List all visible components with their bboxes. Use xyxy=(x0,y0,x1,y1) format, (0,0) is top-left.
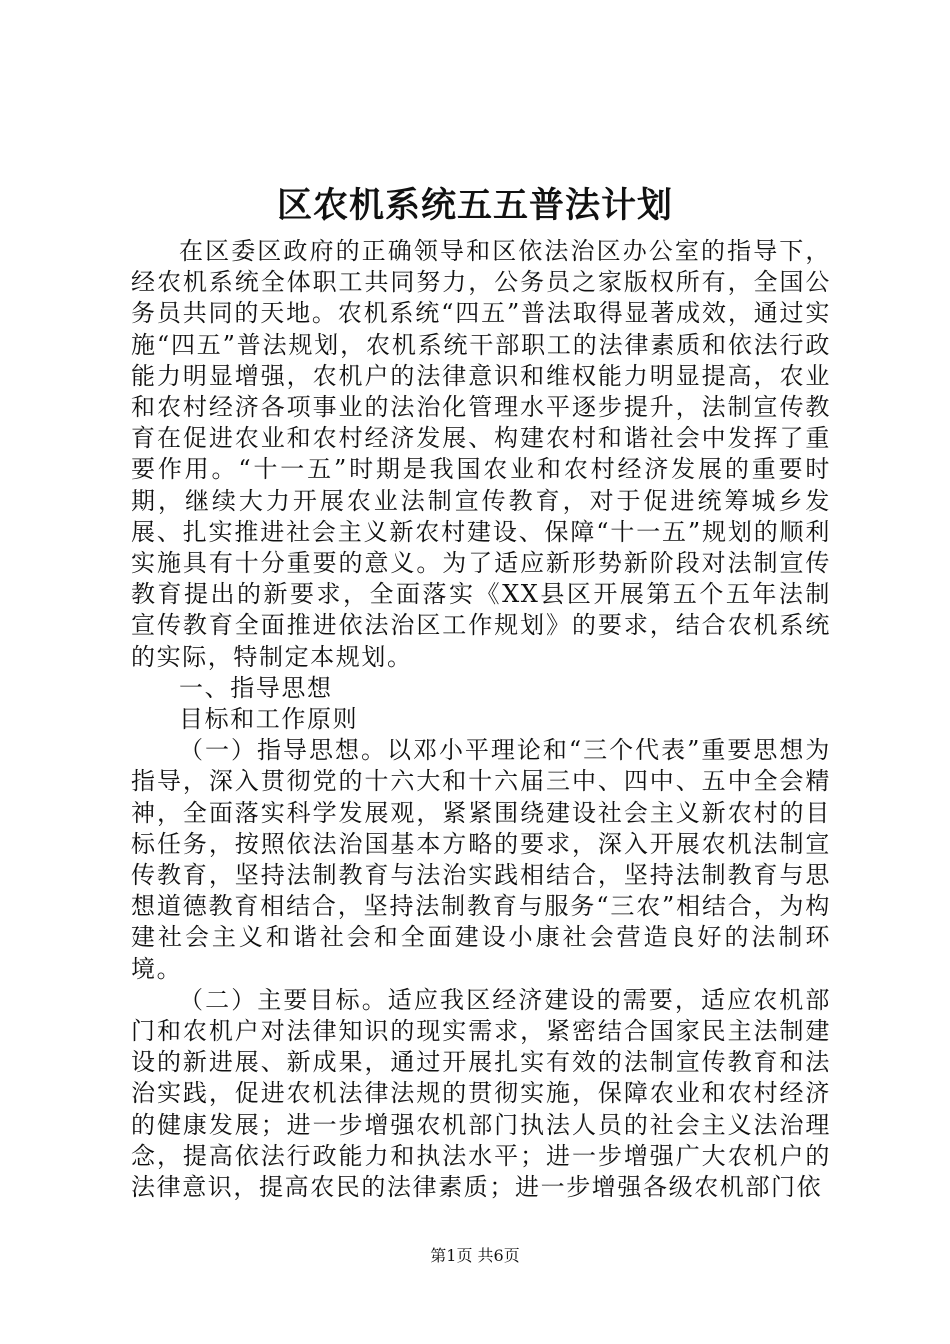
paragraph-intro: 在区委区政府的正确领导和区依法治区办公室的指导下，经农机系统全体职工共同努力，公务员之家版权所有，全国公务员共同的天地。农机系统“四五”普法取得显著成效，通过实施“四五”普法规划，农机系统干部职工的法律素质和依法行政能力明显增强，农机户的法律意识和维权能力明显提高，农业和农村经济各项事业的法治化管理水平逐步提升，法制宣传教育在促进农业和农村经济发展、构建农村和谐社会中发挥了重要作用。“十一五”时期是我国农业和农村经济发展的重要时期，继续大力开展农业法制宣传教育，对于促进统筹城乡发展、扎实推进社会主义新农村建设、保障“十一五”规划的顺利实施具有十分重要的意义。为了适应新形势新阶段对法制宣传教育提出的新要求，全面落实《XX县区开展第五个五年法制宣传教育全面推进依法治区工作规划》的要求，结合农机系统的实际，特制定本规划。 xyxy=(131,237,831,671)
paragraph-guiding-thought: （一）指导思想。以邓小平理论和“三个代表”重要思想为指导，深入贯彻党的十六大和十六届三中、四中、五中全会精神，全面落实科学发展观，紧紧围绕建设社会主义新农村的目标任务，按照依法治国基本方略的要求，深入开展农机法制宣传教育，坚持法制教育与法治实践相结合，坚持法制教育与思想道德教育相结合，坚持法制教育与服务“三农”相结合，为构建社会主义和谐社会和全面建设小康社会营造良好的法制环境。 xyxy=(131,736,831,983)
section-subheading-goals: 目标和工作原则 xyxy=(179,705,359,734)
document-title: 区农机系统五五普法计划 xyxy=(276,185,673,226)
page-number-footer: 第1页 共6页 xyxy=(430,1246,520,1265)
section-heading-guiding-thought: 一、指导思想 xyxy=(179,673,333,702)
document-body xyxy=(131,236,831,1203)
paragraph-main-goals: （二）主要目标。适应我区经济建设的需要，适应农机部门和农机户对法律知识的现实需求，紧密结合国家民主法制建设的新进展、新成果，通过开展扎实有效的法制宣传教育和法治实践，促进农机法律法规的贯彻实施，保障农业和农村经济的健康发展；进一步增强农机部门执法人员的社会主义法治理念，提高依法行政能力和执法水平；进一步增强广大农机户的法律意识，提高农民的法律素质；进一步增强各级农机部门依 xyxy=(131,985,831,1202)
